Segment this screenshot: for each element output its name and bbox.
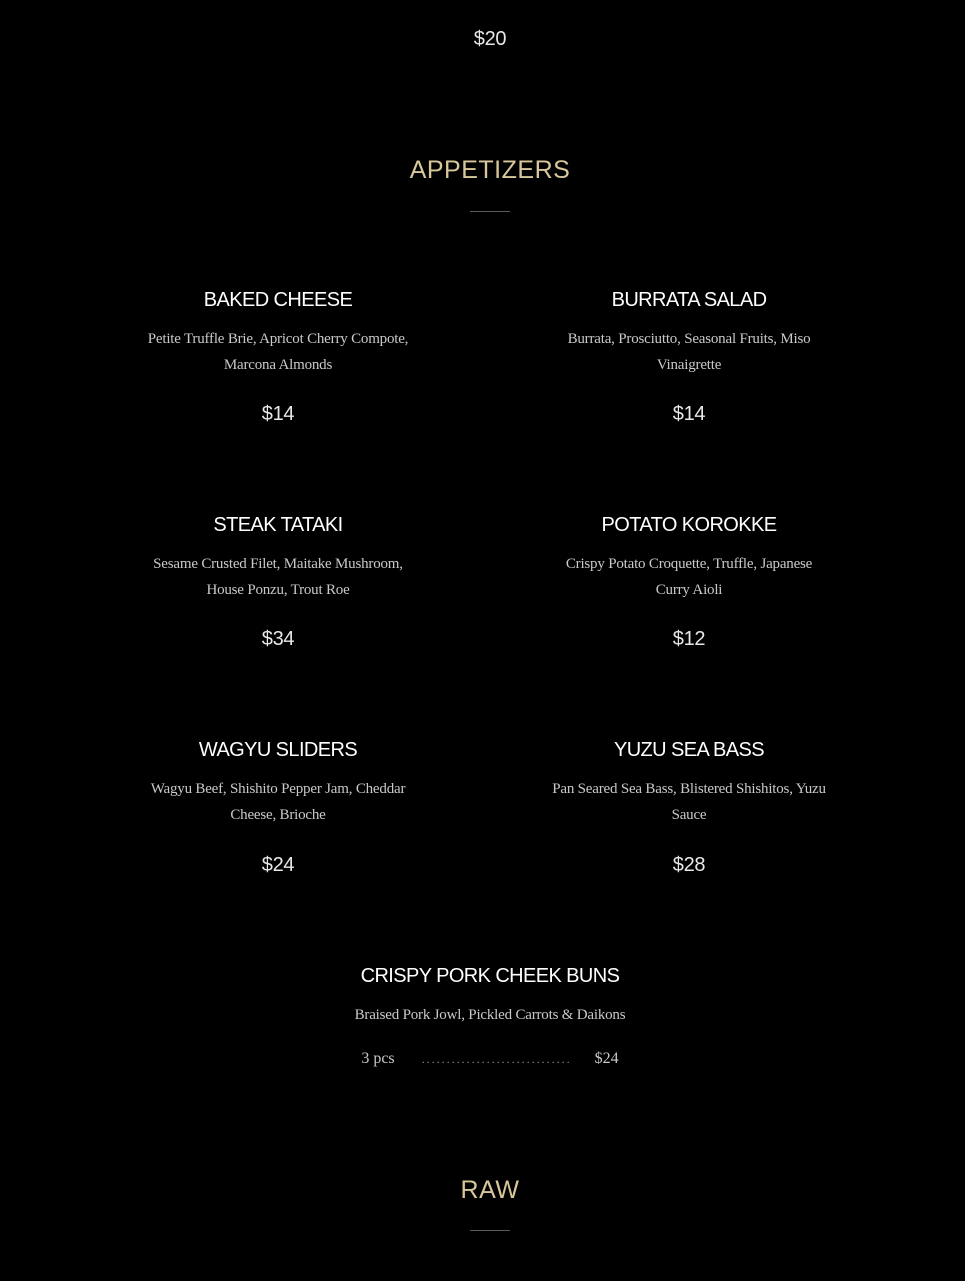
portion-size: 3 pcs	[361, 1050, 395, 1067]
section-title-appetizers: APPETIZERS	[409, 156, 571, 184]
description-line: Curry Aioli	[655, 582, 723, 598]
menu-item-price: $14	[672, 403, 706, 425]
menu-item-baked-cheese	[128, 285, 428, 426]
menu-item-price: $34	[261, 628, 295, 650]
menu-item-potato-korokke	[539, 510, 839, 651]
menu-item-name: BAKED CHEESE	[203, 289, 353, 311]
section-divider	[470, 1230, 510, 1231]
description-line: Wagyu Beef, Shishito Pepper Jam, Cheddar	[150, 781, 406, 797]
menu-item-name: YUZU SEA BASS	[613, 739, 765, 761]
menu-item-price: $24	[261, 854, 295, 876]
section-title-raw: RAW	[460, 1176, 520, 1204]
menu-item-steak-tataki	[128, 510, 428, 651]
description-line: Vinaigrette	[656, 357, 722, 373]
section-divider	[470, 211, 510, 212]
menu-item-description	[128, 776, 428, 828]
description-line: Marcona Almonds	[223, 357, 333, 373]
menu-item-description	[539, 326, 839, 378]
menu-item-price: $12	[672, 628, 706, 650]
description-line: Pan Seared Sea Bass, Blistered Shishitos, Yuzu	[552, 781, 826, 797]
description-line: Petite Truffle Brie, Apricot Cherry Compote,	[147, 331, 409, 347]
menu-item-burrata-salad	[539, 285, 839, 426]
menu-item-name: BURRATA SALAD	[611, 289, 767, 311]
description-line: Braised Pork Jowl, Pickled Carrots & Daikons	[354, 1007, 626, 1023]
dot-leader: ..............................	[421, 1052, 572, 1066]
menu-item-price: $24	[594, 1050, 619, 1067]
menu-item-description	[128, 326, 428, 378]
description-line: Crispy Potato Croquette, Truffle, Japanese	[565, 556, 813, 572]
description-line: Sesame Crusted Filet, Maitake Mushroom,	[153, 556, 403, 572]
description-line: Sauce	[671, 807, 707, 823]
menu-item-price: $14	[261, 403, 295, 425]
menu-item-name: STEAK TATAKI	[213, 514, 343, 536]
menu-item-description	[128, 551, 428, 603]
menu-item-name: CRISPY PORK CHEEK BUNS	[360, 965, 620, 987]
menu-item-description	[539, 551, 839, 603]
menu-item-name: WAGYU SLIDERS	[198, 739, 358, 761]
menu-item-name: POTATO KOROKKE	[601, 514, 777, 536]
menu-item-price: $28	[672, 854, 706, 876]
menu-item-description	[539, 776, 839, 828]
menu-item-yuzu-sea-bass	[539, 735, 839, 877]
menu-item-description	[290, 1002, 690, 1028]
menu-item-price: $20	[473, 28, 507, 50]
menu-item-crispy-pork-cheek-buns	[290, 961, 690, 1068]
menu-item-wagyu-sliders	[128, 735, 428, 877]
description-line: Burrata, Prosciutto, Seasonal Fruits, Miso	[567, 331, 811, 347]
description-line: Cheese, Brioche	[230, 807, 326, 823]
description-line: House Ponzu, Trout Roe	[206, 582, 350, 598]
price-row	[290, 1050, 690, 1068]
